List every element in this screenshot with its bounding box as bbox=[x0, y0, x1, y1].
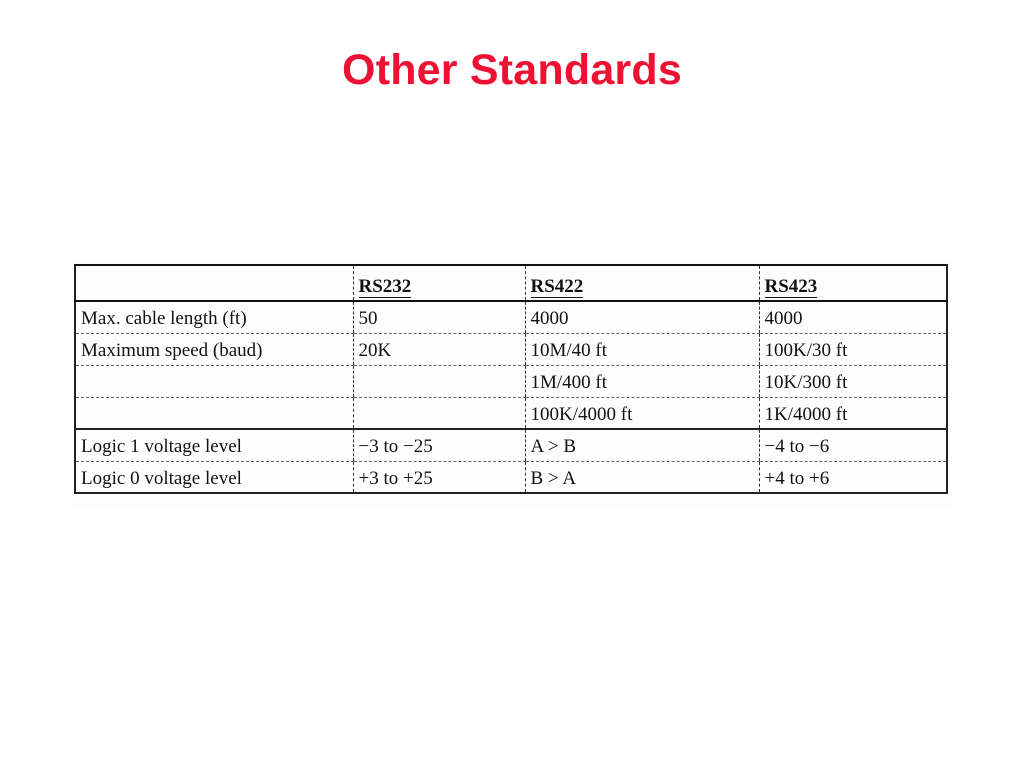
table-cell: 100K/4000 ft bbox=[525, 397, 759, 429]
table-header-row bbox=[75, 265, 947, 301]
table-cell: B > A bbox=[525, 461, 759, 493]
table-cell: +3 to +25 bbox=[353, 461, 525, 493]
table-cell: 1M/400 ft bbox=[525, 365, 759, 397]
table-cell: 20K bbox=[353, 333, 525, 365]
row-label: Logic 0 voltage level bbox=[75, 461, 353, 493]
table-row bbox=[75, 461, 947, 493]
table-cell: −3 to −25 bbox=[353, 429, 525, 461]
table-row bbox=[75, 429, 947, 461]
table-cell: 1K/4000 ft bbox=[759, 397, 947, 429]
header-cell-rs423: RS423 bbox=[759, 265, 947, 301]
table-cell: 50 bbox=[353, 301, 525, 333]
header-cell-rs422: RS422 bbox=[525, 265, 759, 301]
table-row bbox=[75, 333, 947, 365]
table-cell: 4000 bbox=[525, 301, 759, 333]
table-cell: −4 to −6 bbox=[759, 429, 947, 461]
table-cell: 10M/40 ft bbox=[525, 333, 759, 365]
table-cell: 100K/30 ft bbox=[759, 333, 947, 365]
table-cell bbox=[353, 397, 525, 429]
table-row bbox=[75, 365, 947, 397]
table-row bbox=[75, 301, 947, 333]
slide-title: Other Standards bbox=[342, 46, 682, 94]
table-cell: A > B bbox=[525, 429, 759, 461]
row-label bbox=[75, 397, 353, 429]
row-label bbox=[75, 365, 353, 397]
table-cell: 10K/300 ft bbox=[759, 365, 947, 397]
row-label: Max. cable length (ft) bbox=[75, 301, 353, 333]
header-cell-blank bbox=[75, 265, 353, 301]
table-row bbox=[75, 397, 947, 429]
standards-comparison-table bbox=[74, 264, 948, 494]
row-label: Logic 1 voltage level bbox=[75, 429, 353, 461]
standards-table-image bbox=[72, 262, 952, 507]
table-cell: 4000 bbox=[759, 301, 947, 333]
header-cell-rs232: RS232 bbox=[353, 265, 525, 301]
table-cell: +4 to +6 bbox=[759, 461, 947, 493]
row-label: Maximum speed (baud) bbox=[75, 333, 353, 365]
table-cell bbox=[353, 365, 525, 397]
